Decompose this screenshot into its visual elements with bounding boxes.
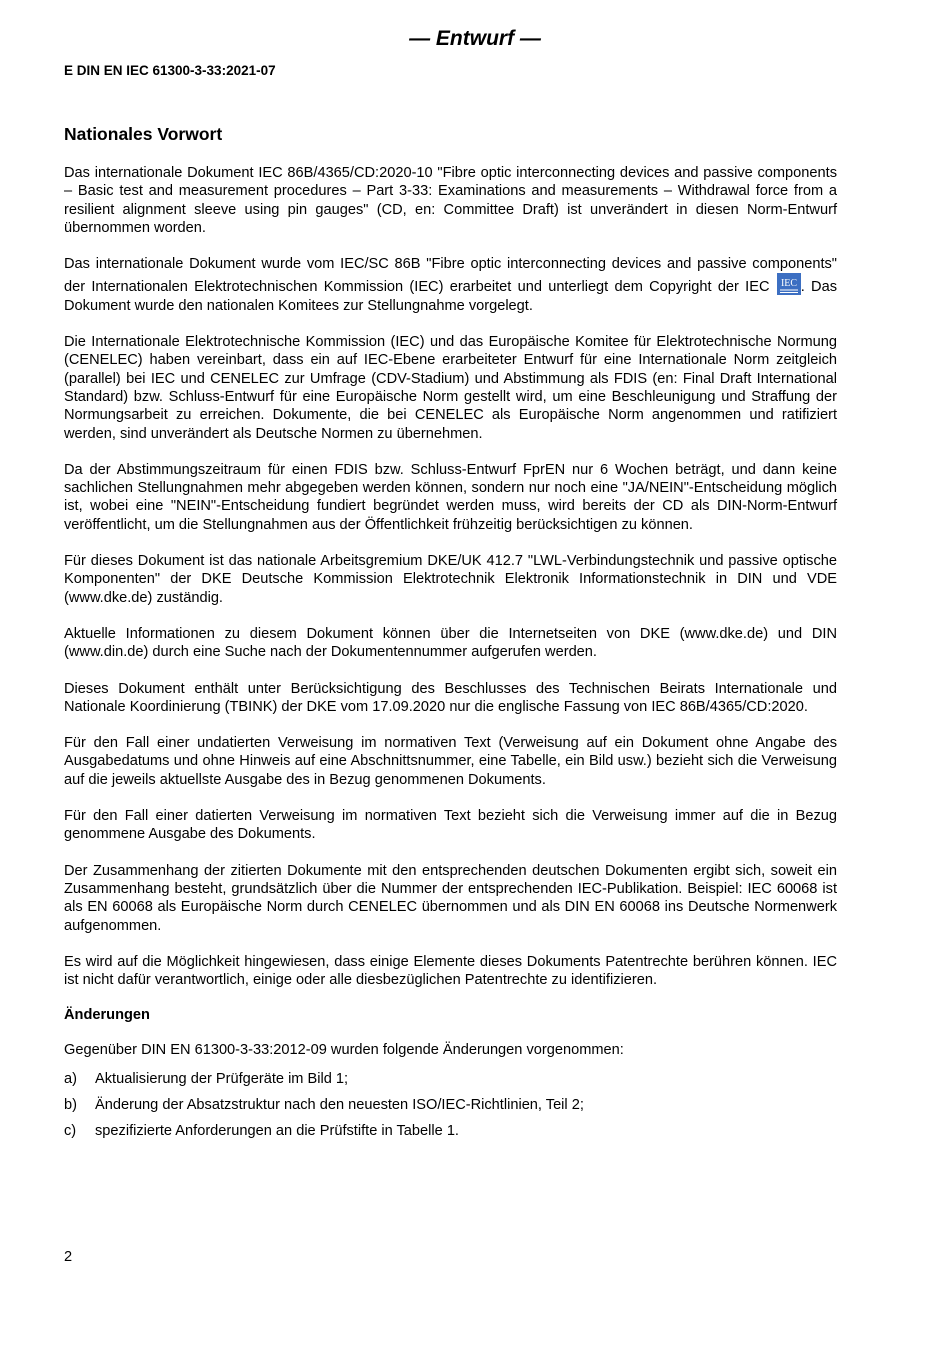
draft-watermark: — Entwurf — bbox=[409, 27, 541, 50]
list-item-text: spezifizierte Anforderungen an die Prüfstifte in Tabelle 1. bbox=[95, 1123, 459, 1140]
page-number: 2 bbox=[64, 1249, 73, 1265]
paragraph-2-text-after: . Das Dokument wurde den nationalen Komitees zur Stellungnahme vorgelegt. bbox=[64, 279, 837, 314]
paragraph-11: Es wird auf die Möglichkeit hingewiesen, dass einige Elemente dieses Dokuments Patentrechte berühren können. IEC ist nicht dafür verantwortlich, einige oder alle diesbezüglichen Patentrechte zu identifizieren. bbox=[64, 953, 837, 989]
list-item-text: Aktualisierung der Prüfgeräte im Bild 1; bbox=[95, 1070, 349, 1087]
paragraph-8: Für den Fall einer undatierten Verweisung im normativen Text (Verweisung auf ein Dokument ohne Angabe des Ausgabedatums und ohne Hinweis auf eine Abschnittsnummer, eine Tabelle, ein Bild usw.) bezieht sich die Verweisung auf die jeweils aktuellste Ausgabe des in Bezug genommenen Dokuments. bbox=[64, 735, 837, 788]
list-item-marker: b) bbox=[64, 1096, 77, 1113]
document-id: E DIN EN IEC 61300-3-33:2021-07 bbox=[64, 63, 276, 78]
changes-heading: Änderungen bbox=[64, 1007, 150, 1024]
list-item-text: Änderung der Absatzstruktur nach den neuesten ISO/IEC-Richtlinien, Teil 2; bbox=[95, 1096, 584, 1113]
list-item-marker: c) bbox=[64, 1123, 77, 1140]
paragraph-6: Aktuelle Informationen zu diesem Dokument können über die Internetseiten von DKE (www.dke.de) und DIN (www.din.de) durch eine Suche nach der Dokumentennummer aufgerufen werden. bbox=[64, 625, 837, 661]
list-item-marker: a) bbox=[64, 1070, 77, 1087]
document-body bbox=[64, 124, 837, 1149]
iec-logo-text: IEC bbox=[780, 278, 797, 290]
changes-intro: Gegenüber DIN EN 61300-3-33:2012-09 wurden folgende Änderungen vorgenommen: bbox=[64, 1042, 624, 1059]
iec-logo-icon bbox=[777, 273, 801, 295]
paragraph-7: Dieses Dokument enthält unter Berücksichtigung des Beschlusses des Technischen Beirats Internationale und Nationale Koordinierung (TBINK) der DKE vom 17.09.2020 nur die englische Fassung von IEC 86B/4365/CD:2020. bbox=[64, 680, 837, 715]
section-title: Nationales Vorwort bbox=[64, 124, 223, 144]
changes-list bbox=[64, 1070, 837, 1141]
paragraph-5: Für dieses Dokument ist das nationale Arbeitsgremium DKE/UK 412.7 "LWL-Verbindungstechnik und passive optische Komponenten" der DKE Deutsche Kommission Elektrotechnik Elektronik Informationstechnik in DIN und VDE (www.dke.de) zuständig. bbox=[64, 553, 837, 606]
paragraph-10: Der Zusammenhang der zitierten Dokumente mit den entsprechenden deutschen Dokumenten ergibt sich, soweit ein Zusammenhang besteht, grundsätzlich über die Nummer der entsprechenden IEC-Publikation. Beispiel: IEC 60068 ist als EN 60068 als Europäische Norm durch CENELEC übernommen und als DIN EN 60068 ins Deutsche Normenwerk aufgenommen. bbox=[64, 862, 837, 934]
paragraph-4: Da der Abstimmungszeitraum für einen FDIS bzw. Schluss-Entwurf FprEN nur 6 Wochen beträgt, und dann keine sachlichen Stellungnahmen mehr abgegeben werden können, sondern nur noch eine "JA/NEIN"-Entscheidung möglich ist, wobei eine "NEIN"-Entscheidung fundiert begründet werden muss, wird bereits der CD als DIN-Norm-Entwurf veröffentlicht, um die Stellungnahmen aus der Öffentlichkeit frühzeitig berücksichtigen zu können. bbox=[64, 461, 837, 533]
list-item bbox=[64, 1070, 837, 1088]
paragraph-3: Die Internationale Elektrotechnische Kommission (IEC) und das Europäische Komitee für Elektrotechnische Normung (CENELEC) haben vereinbart, dass ein auf IEC-Ebene erarbeiteter Entwurf für eine Internationale Norm zeitgleich (parallel) bei IEC und CENELEC zur Umfrage (CDV-Stadium) und Abstimmung als FDIS (en: Final Draft International Standard) bzw. Schluss-Entwurf für eine Europäische Norm gestellt wird, um eine Beschleunigung und Straffung der Normungsarbeit zu erreichen. Dokumente, die bei CENELEC als Europäische Norm angenommen und ratifiziert werden, sind unverändert als Deutsche Normen zu übernehmen. bbox=[64, 334, 837, 442]
list-item bbox=[64, 1122, 837, 1140]
paragraph-2 bbox=[64, 255, 837, 315]
list-item bbox=[64, 1096, 837, 1114]
paragraph-1: Das internationale Dokument IEC 86B/4365/CD:2020-10 "Fibre optic interconnecting devices and passive components – Basic test and measurement procedures – Part 3-33: Examinations and measurements – Withdrawal force from a resilient alignment sleeve using pin gauges" (CD, en: Committee Draft) ist unverändert in diesen Norm-Entwurf übernommen worden. bbox=[64, 165, 837, 236]
paragraph-2-text-before: Das internationale Dokument wurde vom IEC/SC 86B "Fibre optic interconnecting devices and passive components" der Internationalen Elektrotechnischen Kommission (IEC) erarbeitet und unterliegt dem Copyright der IEC bbox=[64, 256, 837, 296]
paragraph-9: Für den Fall einer datierten Verweisung im normativen Text bezieht sich die Verweisung immer auf die in Bezug genommene Ausgabe des Dokuments. bbox=[64, 808, 837, 843]
